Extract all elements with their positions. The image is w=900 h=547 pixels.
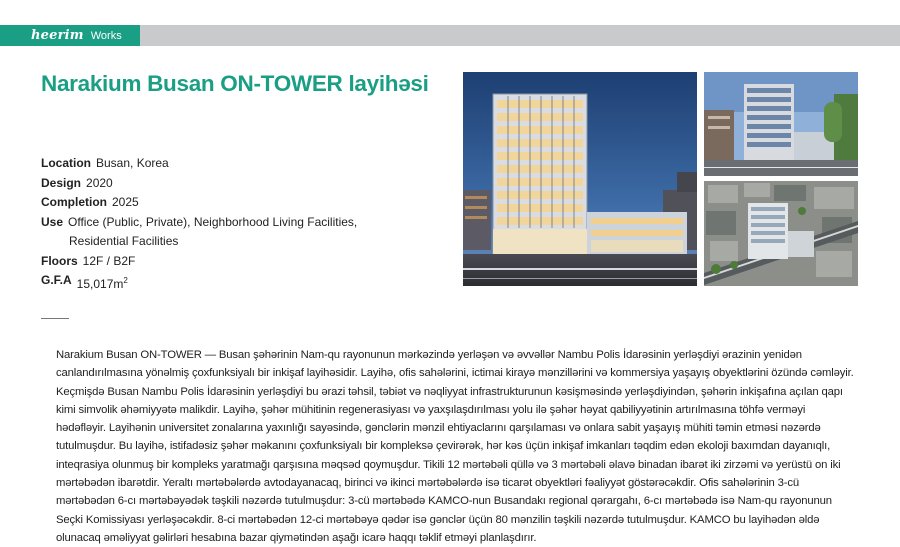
gfa-superscript: 2 <box>123 276 128 285</box>
info-label: Design <box>41 175 82 190</box>
info-value: Busan, Korea <box>96 156 169 170</box>
info-use-continued <box>41 232 357 252</box>
tower-dusk-photo <box>463 72 697 286</box>
aerial-photo <box>704 181 858 286</box>
divider <box>41 318 69 319</box>
info-design <box>41 174 357 194</box>
info-label: Floors <box>41 253 78 268</box>
tower-day-photo <box>704 72 858 176</box>
info-label: G.F.A <box>41 273 72 287</box>
project-info <box>41 154 357 295</box>
info-location <box>41 154 357 174</box>
info-value <box>77 271 128 295</box>
info-value: Office (Public, Private), Neighborhood Living Facilities, <box>68 214 358 229</box>
section-label: Works <box>90 29 122 42</box>
brand-logo: heerim <box>31 28 84 43</box>
header-bar <box>0 25 900 46</box>
info-label: Use <box>41 214 64 229</box>
info-floors <box>41 252 357 272</box>
project-description: Narakium Busan ON-TOWER — Busan şəhərinin Nam-qu rayonunun mərkəzində yerləşən və əvvəllər Nambu Polis İdarəsinin yerləşdiyi ərazinin yenidən canlandırılmasına yönəlmiş çoxfunksiyalı bir inkişaf layihəsidir. Layihə, ofis sahələrini, ictimai kirayə mənzillərini və kommersiya yaşayış obyektlərini özündə cəmləyir. Keçmişdə Busan Nambu Polis İdarəsinin yerləşdiyi bu ərazi təhsil, təbiət və nəqliyyat infrastrukturunun kəsişməsində yerləşdiyindən, şəhərin inkişafına açılan qapı kimi simvolik əhəmiyyətə malikdir. Layihə, şəhər mühitinin regenerasiyası və yaxşılaşdırılması yolu ilə şəhər həyat qabiliyyətinin artırılmasına töhfə verməyi hədəfləyir. Layihənin universitet zonalarına yaxınlığı sayəsində, gənclərin mənzil ehtiyaclarını qarşılaması və onlara sabit yaşayış mühiti təmin etməsi nəzərdə tutulmuşdur. Bu layihə, istifadəsiz şəhər məkanını çoxfunksiyalı bir kompleksə çevirərək, hər kəs üçün inkişaf imkanları təqdim edən ekoloji baxımdan dayanıqlı, inteqrasiya olunmuş bir kompleks yaratmağı qarşısına məqsəd qoymuşdur. Tikili 12 mərtəbəli qüllə və 3 mərtəbəli əlavə binadan ibarət iki zirzəmi və yerüstü on iki mərtəbədən ibarətdir. Yeraltı mərtəbələrdə avtodayanacaq, birinci və ikinci mərtəbələrdə isə ticarət obyektləri fəaliyyət göstərəcəkdir. Ofis sahələrinin 3-cü mərtəbədən 6-cı mərtəbəyədək təşkili nəzərdə tutulmuşdur: 3-cü mərtəbədə KAMCO-nun Busandakı regional qərargahı, 6-cı mərtəbədə isə Nam-qu rayonunun Seçki Komissiyası yerləşəcəkdir. 8-ci mərtəbədən 12-ci mərtəbəyə qədər isə gənclər üçün 80 mənzilin təşkili nəzərdə tutulmuşdur. KAMCO bu layihədən əldə olunacaq əməliyyat gəlirləri hesabına bazar qiymətindən aşağı icarə haqqı təklif etməyi planlaşdırır. <box>56 349 854 544</box>
info-value: 2025 <box>112 195 139 209</box>
info-gfa <box>41 271 357 295</box>
info-completion <box>41 193 357 213</box>
info-label: Location <box>41 156 91 170</box>
info-value: 2020 <box>86 175 113 190</box>
info-label: Completion <box>41 195 107 209</box>
brand-tab <box>0 25 140 46</box>
gfa-value: 15,017m <box>76 277 124 291</box>
info-value: Residential Facilities <box>69 234 179 248</box>
info-use <box>41 213 357 233</box>
project-title: Narakium Busan ON-TOWER layihəsi <box>41 71 429 96</box>
info-value: 12F / B2F <box>82 253 136 268</box>
